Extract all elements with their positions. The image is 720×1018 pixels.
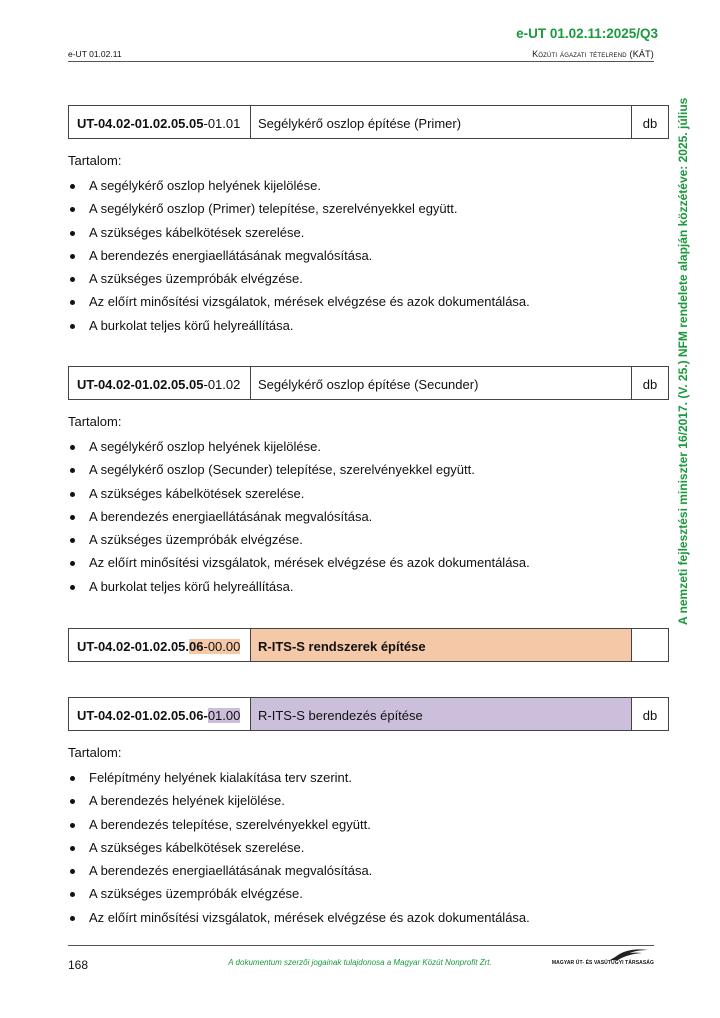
- list-item: Felépítmény helyének kialakítása terv szerint.: [68, 770, 530, 793]
- bullet-list-secunder: [68, 439, 530, 602]
- page-number: 168: [68, 958, 89, 972]
- bullet-list-r-its-s-device: [68, 770, 530, 933]
- document-id: e-UT 01.02.11:2025/Q3: [516, 26, 658, 41]
- item-title: R-ITS-S rendszerek építése: [251, 629, 632, 661]
- list-item: A segélykérő oszlop helyének kijelölése.: [68, 439, 530, 462]
- item-unit: db: [642, 377, 658, 392]
- item-table-secunder: [68, 366, 669, 400]
- list-item: A szükséges üzempróbák elvégzése.: [68, 271, 530, 294]
- content-label: Tartalom:: [68, 745, 122, 760]
- list-item: A szükséges üzempróbák elvégzése.: [68, 886, 530, 909]
- item-code: UT-04.02-01.02.05.05 -01.02: [69, 367, 251, 399]
- content-label: Tartalom:: [68, 153, 122, 168]
- company-logo-text: MAGYAR ÚT- ÉS VASÚTÜGYI TÁRSASÁG: [551, 960, 654, 966]
- header-left: e-UT 01.02.11: [68, 49, 122, 59]
- list-item: Az előírt minősítési vizsgálatok, mérések elvégzése és azok dokumentálása.: [68, 910, 530, 933]
- item-title: Segélykérő oszlop építése (Secunder): [251, 367, 632, 399]
- list-item: A berendezés telepítése, szerelvényekkel együtt.: [68, 817, 530, 840]
- list-item: Az előírt minősítési vizsgálatok, mérések elvégzése és azok dokumentálása.: [68, 294, 530, 317]
- list-item: A berendezés energiaellátásának megvalósítása.: [68, 248, 530, 271]
- list-item: A szükséges üzempróbák elvégzése.: [68, 532, 530, 555]
- list-item: A berendezés energiaellátásának megvalósítása.: [68, 863, 530, 886]
- item-unit: [632, 629, 668, 661]
- list-item: A berendezés energiaellátásának megvalósítása.: [68, 509, 530, 532]
- header-right: Közúti ágazati tételrend (KÁT): [532, 49, 654, 59]
- list-item: A szükséges kábelkötések szerelése.: [68, 840, 530, 863]
- list-item: A berendezés helyének kijelölése.: [68, 793, 530, 816]
- item-table-r-its-s-device: [68, 697, 669, 731]
- item-unit: db: [642, 708, 658, 723]
- list-item: A szükséges kábelkötések szerelése.: [68, 225, 530, 248]
- item-code: UT-04.02-01.02.05.06- 01.00: [69, 698, 251, 730]
- item-title: Segélykérő oszlop építése (Primer): [251, 106, 632, 138]
- list-item: A segélykérő oszlop (Secunder) telepítése, szerelvényekkel együtt.: [68, 462, 530, 485]
- copyright-notice: A dokumentum szerzői jogainak tulajdonosa a Magyar Közút Nonprofit Zrt.: [228, 958, 492, 967]
- list-item: A segélykérő oszlop helyének kijelölése.: [68, 178, 530, 201]
- list-item: Az előírt minősítési vizsgálatok, mérések elvégzése és azok dokumentálása.: [68, 555, 530, 578]
- list-item: A burkolat teljes körű helyreállítása.: [68, 318, 530, 341]
- content-label: Tartalom:: [68, 414, 122, 429]
- item-table-primer: [68, 105, 669, 139]
- item-unit: db: [642, 116, 658, 131]
- item-title: R-ITS-S berendezés építése: [251, 698, 632, 730]
- list-item: A szükséges kábelkötések szerelése.: [68, 486, 530, 509]
- item-code: UT-04.02-01.02.05.05 -01.01: [69, 106, 251, 138]
- item-table-r-its-s-systems: [68, 628, 669, 662]
- page-header: [68, 49, 654, 62]
- list-item: A segélykérő oszlop (Primer) telepítése, szerelvényekkel együtt.: [68, 201, 530, 224]
- side-publication-note: A nemzeti fejlesztési miniszter 16/2017. (V. 25.) NFM rendelete alapján közzétéve: 2025. július: [676, 97, 690, 626]
- bullet-list-primer: [68, 178, 530, 341]
- item-code: UT-04.02-01.02.05. 06 -00.00: [69, 629, 251, 661]
- list-item: A burkolat teljes körű helyreállítása.: [68, 579, 530, 602]
